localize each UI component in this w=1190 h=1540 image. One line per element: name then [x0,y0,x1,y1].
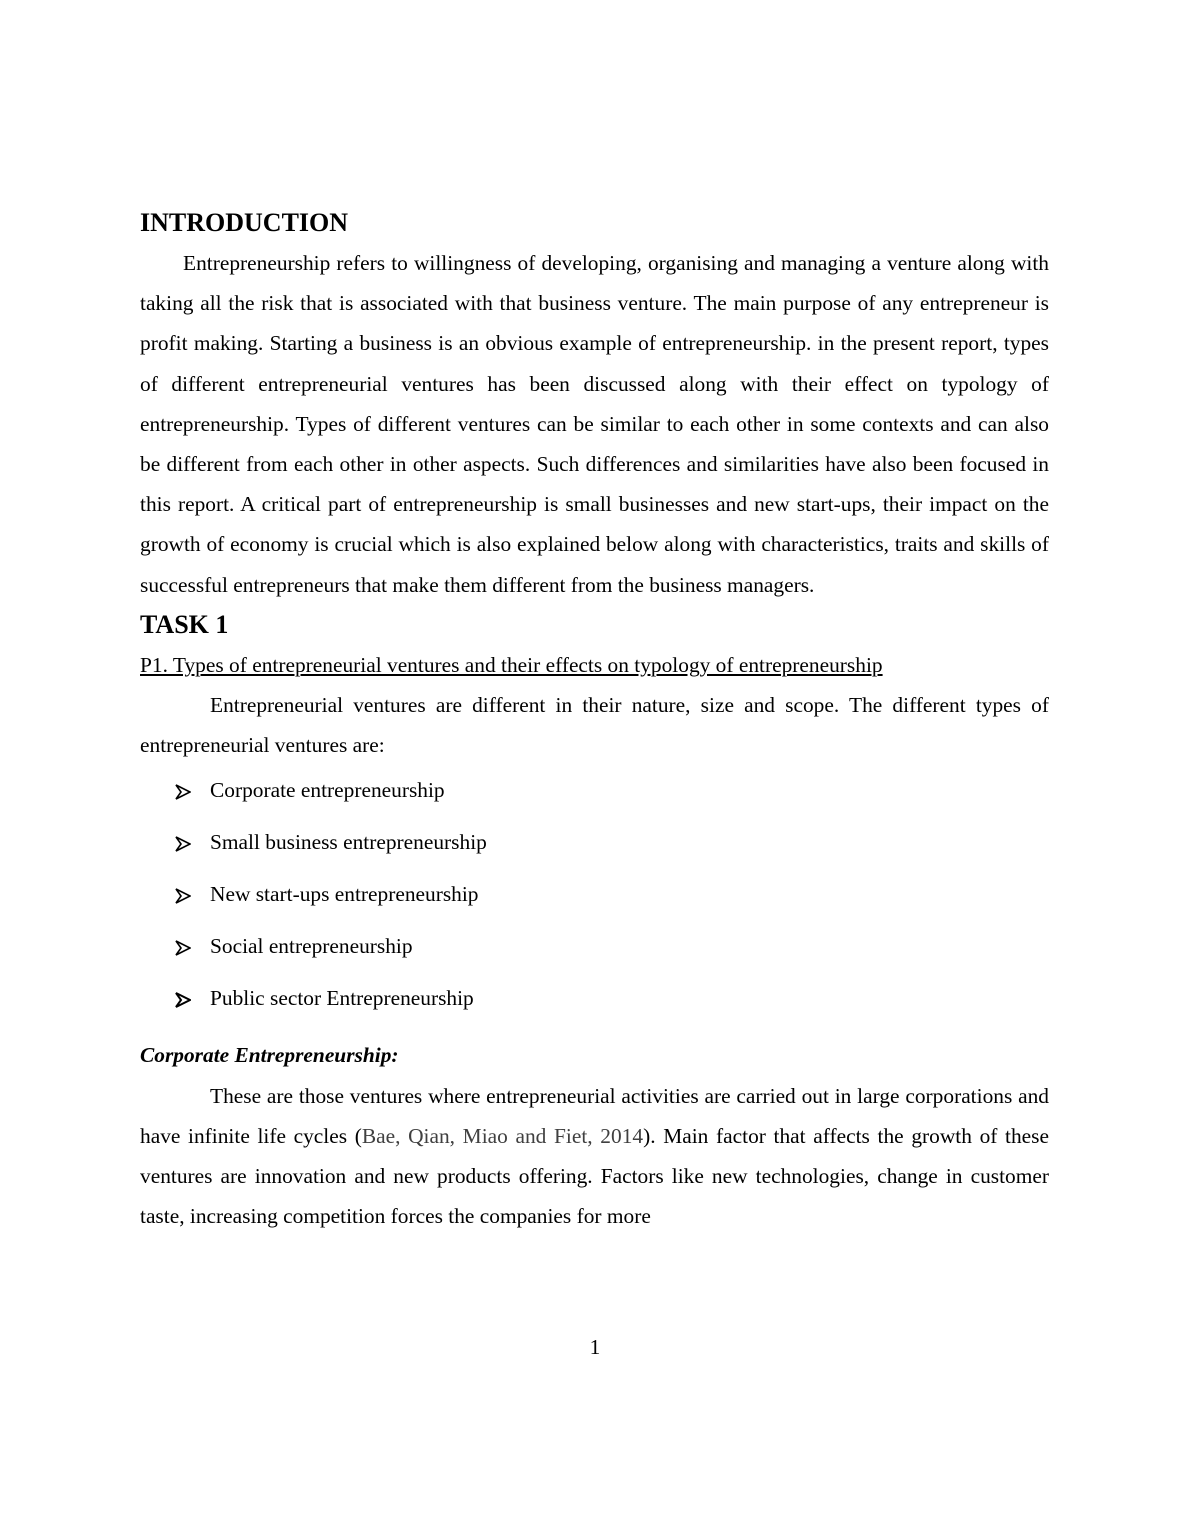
list-item-label: New start-ups entrepreneurship [210,882,479,907]
arrowhead-bullet-icon [175,992,191,1008]
list-item-label: Small business entrepreneurship [210,830,487,855]
list-item-label: Public sector Entrepreneurship [210,986,474,1011]
corporate-text-part2: ). Main factor that affects the growth of these ventures are innovation and new products offering. Factors like new technologies, change in customer taste, increasing competition forces the companies for more [140,1123,1049,1229]
list-item [140,775,1049,827]
corporate-entrepreneurship-heading: Corporate Entrepreneurship: [140,1043,399,1068]
list-item [140,827,1049,879]
list-item [140,983,1049,1035]
list-item [140,879,1049,931]
page-content [140,203,1049,1236]
list-item-label: Corporate entrepreneurship [210,778,445,803]
introduction-heading: INTRODUCTION [140,208,349,237]
corporate-text-part1: These are those ventures where entrepreneurial activities are carried out in large corporations and have infinite life cycles ( [140,1083,1049,1148]
arrowhead-bullet-icon [175,784,191,800]
task1-heading: TASK 1 [140,609,229,639]
introduction-paragraph: Entrepreneurship refers to willingness of developing, organising and managing a venture along with taking all the risk that is associated with that business venture. The main purpose of any entrepreneur is profit making. Starting a business is an obvious example of entrepreneurship. in the present report, types of different entrepreneurial ventures has been discussed along with their effect on typology of entrepreneurship. Types of different ventures can be similar to each other in some contexts and can also be different from each other in other aspects. Such differences and similarities have also been focused in this report. A critical part of entrepreneurship is small businesses and new start-ups, their impact on the growth of economy is crucial which is also explained below along with characteristics, traits and skills of successful entrepreneurs that make them different from the business managers. [140,251,1049,597]
citation: Bae, Qian, Miao and Fiet, 2014 [361,1123,644,1148]
page-number: 1 [589,1335,601,1359]
venture-types-list [140,775,1049,1035]
arrowhead-bullet-icon [175,940,191,956]
task1-subheading: P1. Types of entrepreneurial ventures and their effects on typology of entrepreneurship [140,652,883,677]
arrowhead-bullet-icon [175,888,191,904]
list-item-label: Social entrepreneurship [210,934,413,959]
arrowhead-bullet-icon [175,836,191,852]
corporate-entrepreneurship-paragraph [140,1076,1049,1237]
ventures-intro-paragraph: Entrepreneurial ventures are different in their nature, size and scope. The different types of entrepreneurial ventures are: [140,693,1049,758]
list-item [140,931,1049,983]
